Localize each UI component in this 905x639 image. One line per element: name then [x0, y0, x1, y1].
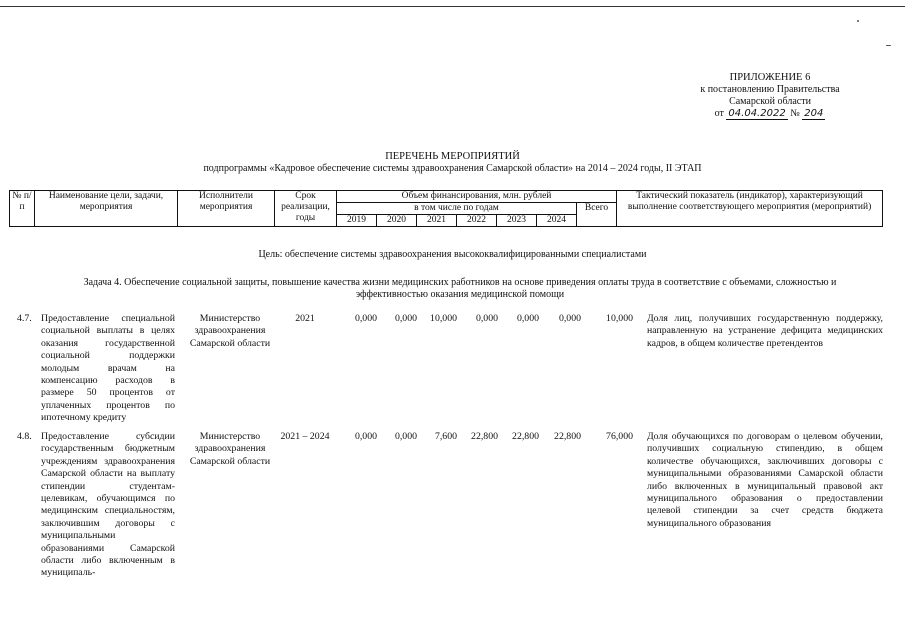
header-total: Всего [577, 203, 617, 227]
header-by-years: в том числе по годам [337, 203, 577, 215]
task-text: Задача 4. Обеспечение социальной защиты, повышение качества жизни медицинских работников на основе приведения оплаты труда в соответствие с объемами, сложностью и эффективностью оказания медицинской помощи [83, 277, 837, 300]
header-funding: Объем финансирования, млн. рублей [337, 191, 617, 203]
table-header [9, 190, 883, 227]
page-subtitle: подпрограммы «Кадровое обеспечение системы здравоохранения Самарской области» на 2014 – 2024 годы, II ЭТАП [203, 163, 702, 174]
row-executor: Министерство здравоохранения Самарской области [189, 313, 271, 349]
number-prefix: № [790, 108, 800, 119]
row-name: Предоставление специальной социальной выплаты в целях оказания государственной социальной поддержки молодым врачам на компенсацию расходов в размере 50 процентов от уплаченных процентов по ипотечному кредиту [41, 313, 175, 424]
row-2020: 0,000 [394, 431, 417, 442]
row-name: Предоставление субсидии государственным бюджетным учреждениям здравоохранения Самарской области на выплату стипендии студентам-целевикам, обучающимся по медицинским специальностям, заключившим договоры с муниципальными образованиями Самарской области либо включенным в муниципаль- [41, 431, 175, 579]
annex-date: 04.04.2022 [728, 108, 786, 119]
annex-line3: Самарской области [729, 96, 811, 107]
row-indicator: Доля обучающихся по договорам о целевом обучении, получивших социальную стипендию, в общем количестве обучающихся, заключивших договоры с муниципальными образованиями Самарской области либо включенных в муниципальный правовой акт муниципального образования о предоставлении целевой стипендии за счет средств бюджета муниципального образования [647, 431, 883, 529]
row-2021: 10,000 [430, 313, 457, 324]
header-term: Срок реализации, годы [275, 191, 337, 227]
header-indicator: Тактический показатель (индикатор), характеризующий выполнение соответствующего мероприятия (мероприятий) [617, 191, 883, 227]
row-2022: 0,000 [475, 313, 498, 324]
annex-number: 204 [804, 108, 824, 119]
row-2020: 0,000 [394, 313, 417, 324]
annex-date-line [690, 108, 850, 120]
scan-speck [886, 45, 891, 46]
row-2023: 0,000 [516, 313, 539, 324]
header-name: Наименование цели, задачи, мероприятия [35, 191, 178, 227]
row-2024: 0,000 [558, 313, 581, 324]
page-title: ПЕРЕЧЕНЬ МЕРОПРИЯТИЙ [385, 151, 520, 162]
header-year: 2020 [377, 215, 417, 227]
goal-text: Цель: обеспечение системы здравоохранения высококвалифицированными специалистами [258, 249, 647, 260]
row-term: 2021 – 2024 [280, 431, 330, 442]
row-total: 76,000 [606, 431, 633, 442]
row-2022: 22,800 [471, 431, 498, 442]
header-year: 2021 [417, 215, 457, 227]
row-2019: 0,000 [354, 431, 377, 442]
row-term: 2021 [295, 313, 315, 324]
row-executor: Министерство здравоохранения Самарской области [189, 431, 271, 467]
row-2019: 0,000 [354, 313, 377, 324]
date-prefix: от [714, 108, 724, 119]
top-border-line [0, 6, 905, 7]
row-num: 4.8. [17, 431, 32, 442]
header-year: 2019 [337, 215, 377, 227]
header-year: 2023 [497, 215, 537, 227]
annex-block [690, 72, 850, 120]
row-2024: 22,800 [554, 431, 581, 442]
row-2023: 22,800 [512, 431, 539, 442]
row-indicator: Доля лиц, получивших государственную поддержку, направленную на устранение дефицита медицинских кадров, в общем количестве претендентов [647, 313, 883, 349]
header-year: 2022 [457, 215, 497, 227]
row-total: 10,000 [606, 313, 633, 324]
row-num: 4.7. [17, 313, 32, 324]
scan-speck [857, 20, 859, 22]
row-2021: 7,600 [434, 431, 457, 442]
header-year: 2024 [537, 215, 577, 227]
annex-line2: к постановлению Правительства [700, 84, 840, 95]
header-executors: Исполнители мероприятия [178, 191, 275, 227]
header-num: № п/п [10, 191, 35, 227]
annex-title: ПРИЛОЖЕНИЕ 6 [729, 72, 811, 83]
